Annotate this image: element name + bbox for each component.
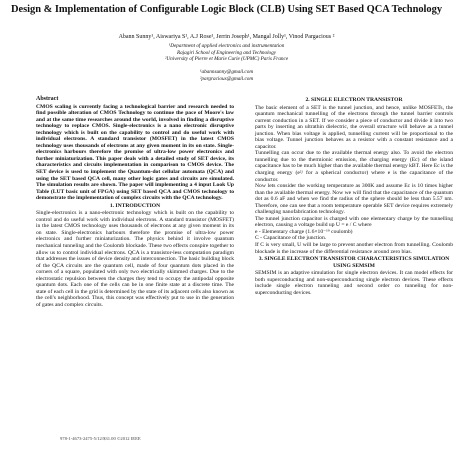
set-heading: 2. SINGLE ELECTRON TRANSISTOR <box>305 97 403 103</box>
affiliation-line: ²University of Pierre et Marie Curie (UPMC) Paris France <box>164 56 289 63</box>
affiliations <box>60 43 393 63</box>
affiliation-line: Rajagiri School of Engineering and Technology <box>176 49 277 56</box>
introduction-text: Single-electronics is a nano-electronic technology which is built on the capability to control and do useful work with individual electrons. A standard transistor (MOSFET) in the latest CMOS technology uses thousands of electrons at any given moment in its on state. Single-electronics harbours therefore the promise of ultra-low power electronics and further miniaturization. The physics behind it involve quantum mechanical tunneling and the Coulomb blockade. These two effects conspire together to allow us to control individual electrons. QCA is a transistor-less computation paradigm that addresses the issues of device density and interconnection. The basic building block of the QCA circuits are the quantum cell, made of four quantum dots placed in the corners of a square, populated with only two electrically skimmed charges. Due to the electrostatic repulsion between the charges they tend to occupy the antipodal opposite quantum dots. Each one of the cells can be in one finite state at a discrete time. The state of each cell in the grid is determined by the state of its adjacent cells also known as the cell's neighborhood. Thus, this concept was effectively put to use in the generation of gates and complex circuits. <box>36 210 234 308</box>
left-column <box>36 96 234 309</box>
author-list: Abann Sunny¹, Aiswariya S¹, A.J Rose¹, Jerrin Joseph¹, Mangal Jolly¹, Vinod Pargacious ² <box>118 34 335 40</box>
set-paragraph: The basic element of a SET is the tunnel junction, and hence, unlike MOSFETs, the quantum mechanical tunnelling of the electrons through the tunnel barrier controls current conduction in a SET. If we consider a piece of conductor and divide it into two parts by inserting an ultrathin dielectric, the overall structure will behave as a tunnel junction. When bias voltage is applied, tunnelling current will be proportional to the bias voltage. Tunnel junction behaves as a resistor with a constant resistance and a capacitor. <box>255 104 453 150</box>
set-paragraph: C - Capacitance of the junction. <box>255 235 327 242</box>
set-paragraph: Tunnelling can occur due to the available thermal energy also. To avoid the electron tunnelling due to the thermionic emission, the charging energy (Ec) of the island capacitance has to be much higher than the available thermal energy kBT. Here Ec is the charging energy (e²/ for a spherical conductor) where e is the capacitance of the conductor. <box>255 150 453 183</box>
set-paragraph: e - Elementary charge (1.6×10⁻¹⁹ coulomb) <box>255 228 353 235</box>
copyright-footer: 978-1-4673-2475-5/12/$31.00 ©2012 IEEE <box>60 436 141 441</box>
introduction-heading: 1. INTRODUCTION <box>109 202 161 209</box>
abstract-heading: Abstract <box>36 96 59 102</box>
email-line: ¹abannsunny@gmail.com <box>199 69 254 75</box>
simulation-paragraph: SEMSIM is an adaptive simulation for single electron devices. It can model effects for both superconducting and non-superconducting single electron devices. These effects include single electron tunneling and second order co tunneling for non-superconducting devices. <box>255 270 453 296</box>
set-paragraph: Now lets consider the working temperature as 300K and assume Ec is 10 times higher than the available thermal energy. Now we will find that the capacitance of the quantum dot as 0.6 aF and when we find the radius of the sphere should be less than 5.57 nm. Therefore, one can see that a room temperature operable SET device requires extremely challenging nanofabrication technology. <box>255 183 453 216</box>
right-column <box>255 96 453 296</box>
abstract-text: CMOS scaling is currently facing a technological barrier and research needed to find possible alteration of CMOS Technology to continue the pace of Moore's law and at the same time researches around the world, involved in finding a disruptive technology to replace CMOS. Single-electronics is a nano electronic disruptive technology which is built on the capability to control and do useful work with individual electrons. A standard transistor (MOSFET) in the latest CMOS technology uses thousands of electrons at any given moment in its on state. Single-electronics harbours therefore the promise of ultra-low power electronics and further miniaturization. This paper deals with a detailed study of SET device, its characteristics and circuits implementation in comparison to CMOS device. The SET device is used to implement the Quantum-dot cellular automata (QCA) and using the SET based QCA cell, many other logic gates and circuits are simulated. The simulation results are shown. The paper will implementing a 4 input Look Up Table (LUT basic unit of FPGA) using SET based QCA and CMOS technology to demonstrate the implementation of complex circuits with the QCA technology. <box>36 103 234 202</box>
emails <box>60 69 393 82</box>
affiliation-line: ¹Department of applied electronics and instrumentation <box>168 43 285 49</box>
set-paragraph: If C is very small, U will be large to prevent another electron from tunnelling. Coulomb blockade is the increase of the differential resistance around zero bias. <box>255 242 453 255</box>
email-line: ²pargracious@gmail.com <box>199 75 254 82</box>
set-paragraph: The tunnel junction capacitor is charged with one elementary charge by the tunnelling electron, causing a voltage build up U = e / C where <box>255 215 453 229</box>
simulation-heading: 3. SINGLE ELECTRON TRANSISTOR CHARACTERISTICS SIMULATION USING SEMSIM <box>258 256 450 269</box>
paper-title: Design & Implementation of Configurable Logic Block (CLB) Using SET Based QCA Technology <box>10 4 443 15</box>
